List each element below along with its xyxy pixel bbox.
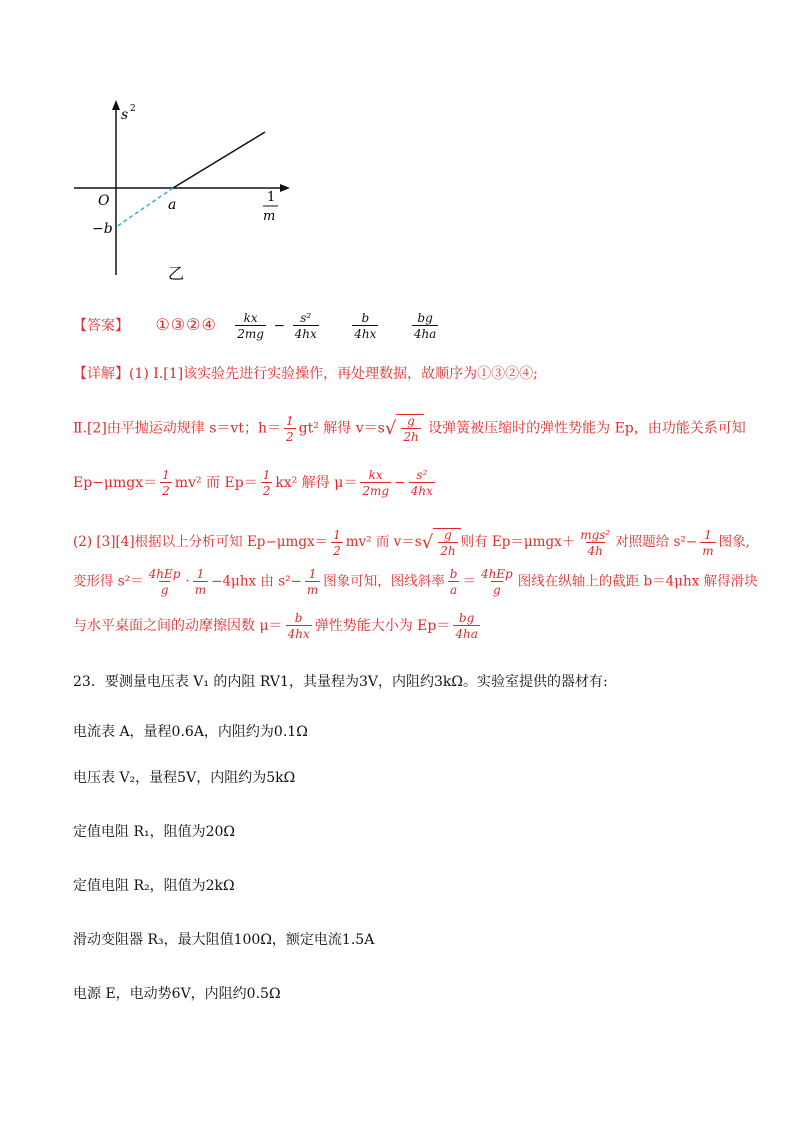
answer-tag: 【答案】 (73, 318, 129, 334)
x-label-num: 1 (267, 190, 276, 205)
equipment-item-1: 电流表 A，量程0.6A，内阻约为0.1Ω (73, 724, 308, 740)
graph-solid-line (173, 132, 265, 188)
detail-line-4: (2) [3][4]根据以上分析可知 Ep−μmgx＝ $\frac{1}{2}$ mv² 而 v＝s √ $\frac{g}{2h}$ 则有 Ep＝μmgx＋ $\frac{\text{mgs²}}{4h}$ 对照题给 s²− $\frac{1}{m}$ 图象, (73, 527, 750, 558)
y-axis-label: s (121, 107, 129, 123)
origin-label: O (98, 193, 110, 209)
answer-frac-4: $\frac{bg}{4ha}$ (413, 311, 437, 341)
equipment-item-3: 定值电阻 R₁，阻值为20Ω (73, 824, 236, 840)
equipment-item-6: 电源 E，电动势6V，内阻约0.5Ω (73, 986, 281, 1002)
detail-line-3: Ep−μmgx＝ $\frac{1}{2}$ mv² 而 Ep＝ $\frac{1}{2}$ kx² 解得 μ＝ $\frac{kx}{2mg}$ − $\frac{\text{s²}}{4hx}$ (73, 468, 433, 498)
a-label: a (168, 197, 177, 213)
x-axis-arrow (280, 184, 290, 192)
answer-minus: − (273, 318, 286, 334)
answer-frac-1: $\frac{kx}{2mg}$ (237, 311, 264, 341)
equipment-item-2: 电压表 V₂，量程5V，内阻约为5kΩ (73, 770, 296, 786)
detail-line-2: Ⅱ.[2]由平抛运动规律 s＝vt；h＝ $\frac{1}{2}$ gt² 解得 v＝s √ $\frac{g}{2h}$ 设弹簧被压缩时的弹性势能为 Ep，由功能关系可知 (73, 413, 746, 444)
answer-frac-3: $\frac{b}{4hx}$ (354, 311, 377, 341)
answer-order: ①③②④ (155, 315, 217, 334)
graph-yi (60, 95, 320, 290)
detail-line-6: 与水平桌面之间的动摩擦因数 μ＝ $\frac{b}{4hx}$ 弹性势能大小为 Ep＝ $\frac{bg}{4ha}$ (73, 611, 478, 641)
question-23: 23．要测量电压表 V₁ 的内阻 RV1，其量程为3V，内阻约3kΩ。实验室提供的器材有: (73, 674, 608, 690)
answer-line (73, 312, 441, 340)
y-axis-label-power: 2 (130, 104, 136, 114)
equipment-item-4: 定值电阻 R₂，阻值为2kΩ (73, 878, 235, 894)
neg-b-label: −b (92, 221, 113, 237)
answer-frac-2: $\frac{\text{s²}}{4hx}$ (294, 311, 317, 341)
equipment-item-5: 滑动变阻器 R₃，最大阻值100Ω，额定电流1.5A (73, 932, 375, 948)
detail-line-1: 【详解】(1) Ⅰ.[1]该实验先进行实验操作，再处理数据，故顺序为①③②④; (73, 366, 538, 382)
x-label-den: m (263, 209, 276, 224)
graph-caption: 乙 (168, 264, 185, 283)
graph-dashed-line (116, 188, 173, 227)
y-axis-arrow (112, 100, 120, 110)
detail-line-5: 变形得 s²＝ $\frac{\text{4hEp}}{g}$ · $\frac{1}{m}$ −4μhx 由 s²− $\frac{1}{m}$ 图象可知，图线斜率 $\frac{b}{a}$ ＝ $\frac{\text{4hEp}}{g}$ 图线在纵轴上的截距 b＝4μhx 解得滑块 (73, 567, 758, 597)
